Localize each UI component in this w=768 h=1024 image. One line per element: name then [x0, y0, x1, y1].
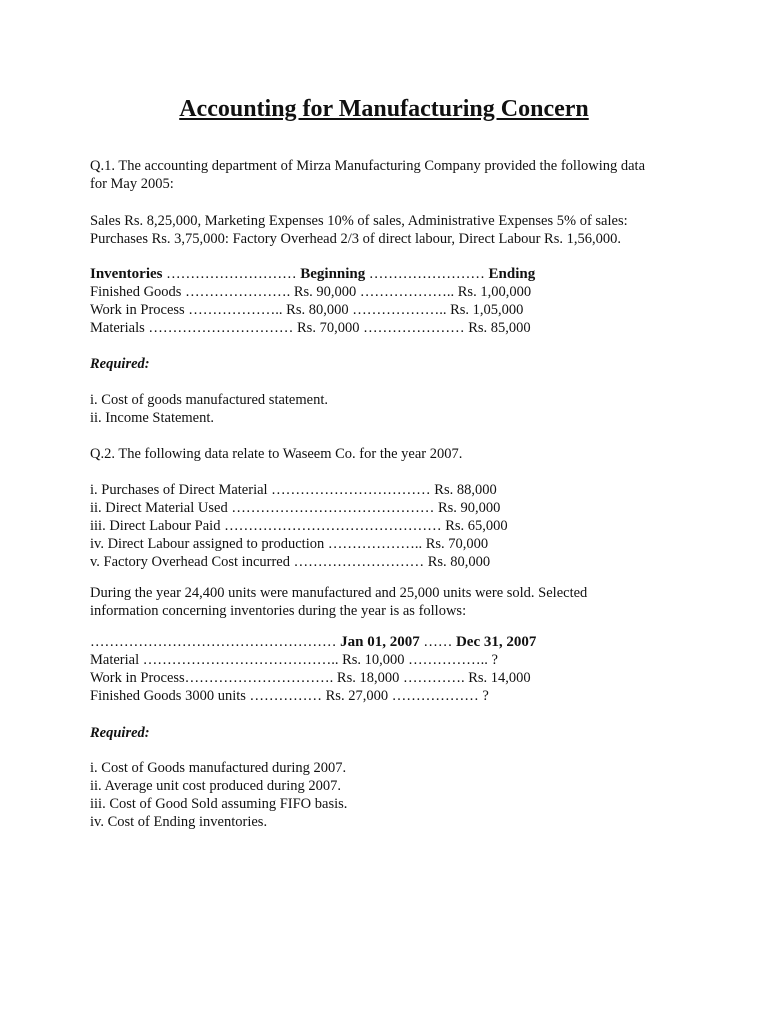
dot-leader: ……………………………………………: [90, 634, 341, 650]
q2-item: i. Purchases of Direct Material …………………………… Rs. 88,000: [90, 482, 497, 498]
q2-items: [90, 481, 690, 571]
q2-required-item: iii. Cost of Good Sold assuming FIFO basis.: [90, 796, 348, 812]
q2-intro-line: Q.2. The following data relate to Waseem Co. for the year 2007.: [90, 446, 463, 462]
q2-required-item: i. Cost of Goods manufactured during 2007.: [90, 760, 347, 776]
q2-inventory-header: [90, 633, 690, 651]
q2-inventory-row: Work in Process…………………………. Rs. 18,000 …………. Rs. 14,000: [90, 670, 531, 686]
q2-item: ii. Direct Material Used …………………………………… Rs. 90,000: [90, 500, 501, 516]
q2-required-label: Required:: [90, 725, 150, 741]
q2-paragraph: [90, 584, 690, 620]
document-title: Accounting for Manufacturing Concern: [179, 96, 589, 122]
q1-inventory-row: Finished Goods …………………. Rs. 90,000 ……………….. Rs. 1,00,000: [90, 284, 532, 300]
q1-data: [90, 212, 690, 248]
q2-inventory-row: Material ………………………………….. Rs. 10,000 …………….. ?: [90, 652, 498, 668]
q2-inventory-row: Finished Goods 3000 units …………… Rs. 27,000 ……………… ?: [90, 688, 489, 704]
q1-intro-line: Q.1. The accounting department of Mirza Manufacturing Company provided the following data: [90, 158, 646, 174]
beginning-label: Beginning: [300, 266, 366, 282]
dot-leader: ……………………: [365, 266, 489, 282]
q2-paragraph-line: During the year 24,400 units were manufactured and 25,000 units were sold. Selected: [90, 585, 588, 601]
q2-required: [90, 724, 690, 742]
ending-label: Ending: [488, 266, 536, 282]
inventories-label: Inventories: [90, 266, 163, 282]
q1-data-line: Purchases Rs. 3,75,000: Factory Overhead 2/3 of direct labour, Direct Labour Rs. 1,56,000.: [90, 231, 621, 247]
q1-required-item: i. Cost of goods manufactured statement.: [90, 392, 328, 408]
q1-required: [90, 355, 690, 373]
q1-required-label: Required:: [90, 356, 150, 372]
dot-leader: ……: [419, 634, 456, 650]
q1-inventory-header: [90, 265, 690, 283]
q2-item: v. Factory Overhead Cost incurred ……………………… Rs. 80,000: [90, 554, 491, 570]
q2-item: iv. Direct Labour assigned to production ……………….. Rs. 70,000: [90, 536, 489, 552]
q1-inventory-row: Materials ………………………… Rs. 70,000 ………………… Rs. 85,000: [90, 320, 531, 336]
q2-required-item: ii. Average unit cost produced during 2007.: [90, 778, 342, 794]
jan-date-label: Jan 01, 2007: [340, 634, 420, 650]
q1-data-line: Sales Rs. 8,25,000, Marketing Expenses 10% of sales, Administrative Expenses 5% of sales:: [90, 213, 628, 229]
q2-required-item: iv. Cost of Ending inventories.: [90, 814, 268, 830]
q1-inventory-row: Work in Process ……………….. Rs. 80,000 ……………….. Rs. 1,05,000: [90, 302, 524, 318]
q1-intro: [90, 157, 690, 193]
q2-inventory-table: [90, 633, 690, 705]
q2-required-list: [90, 759, 690, 831]
q1-intro-line: for May 2005:: [90, 176, 174, 192]
q2-item: iii. Direct Labour Paid ……………………………………… Rs. 65,000: [90, 518, 508, 534]
q2-intro: [90, 445, 690, 463]
q1-inventory-table: [90, 265, 690, 337]
q2-paragraph-line: information concerning inventories during the year is as follows:: [90, 603, 467, 619]
dec-date-label: Dec 31, 2007: [455, 634, 537, 650]
q1-required-list: [90, 391, 690, 427]
q1-required-item: ii. Income Statement.: [90, 410, 215, 426]
dot-leader: ………………………: [162, 266, 301, 282]
